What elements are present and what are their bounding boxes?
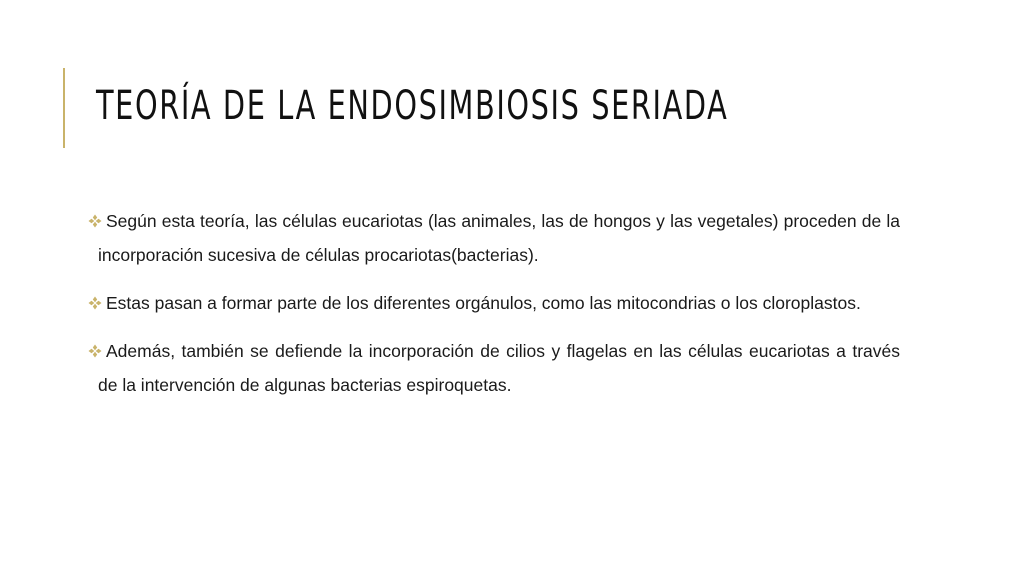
bullet-text: Además, también se defiende la incorporación de cilios y flagelas en las células eucariotas a través de la intervención de algunas bacterias espiroquetas.	[98, 341, 900, 395]
bullet-text: Estas pasan a formar parte de los diferentes orgánulos, como las mitocondrias o los cloroplastos.	[106, 293, 861, 313]
slide-title: TEORÍA DE LA ENDOSIMBIOSIS SERIADA	[96, 83, 729, 129]
four-diamond-bullet-icon	[88, 214, 102, 228]
slide-body	[88, 204, 900, 416]
title-accent-bar	[63, 68, 65, 148]
bullet-item	[88, 286, 900, 320]
bullet-item	[88, 334, 900, 402]
bullet-text: Según esta teoría, las células eucariotas (las animales, las de hongos y las vegetales) proceden de la incorporación sucesiva de células procariotas(bacterias).	[98, 211, 900, 265]
four-diamond-bullet-icon	[88, 344, 102, 358]
bullet-item	[88, 204, 900, 272]
four-diamond-bullet-icon	[88, 296, 102, 310]
